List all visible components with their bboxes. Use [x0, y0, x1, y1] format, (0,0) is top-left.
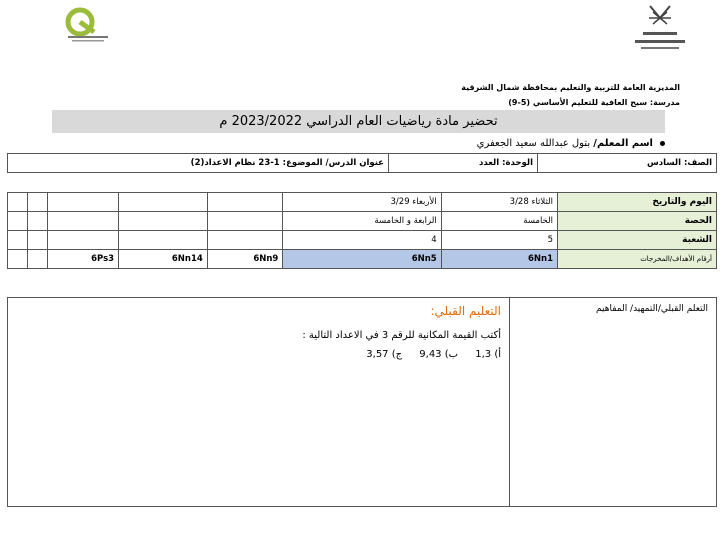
unit-cell: الوحدة: العدد — [389, 154, 538, 173]
objective-code: 6Nn1 — [441, 250, 557, 269]
section-label: الشعبة — [558, 231, 717, 250]
oman-ministry-emblem-icon — [625, 2, 695, 54]
day-cell — [28, 193, 48, 212]
objectives-row — [8, 250, 717, 269]
option-c: ج) 3,57 — [366, 349, 403, 360]
section-cell — [207, 231, 283, 250]
period-row — [8, 212, 717, 231]
period-label: الحصة — [558, 212, 717, 231]
objective-code: 6Nn5 — [283, 250, 441, 269]
section-row — [8, 231, 717, 250]
period-cell: الخامسة — [441, 212, 557, 231]
teacher-line — [477, 138, 653, 149]
day-cell — [207, 193, 283, 212]
lesson-info-table — [7, 153, 717, 173]
objective-code — [8, 250, 28, 269]
option-b: ب) 9,43 — [419, 349, 459, 360]
objective-code: 6Ps3 — [48, 250, 119, 269]
prior-content — [8, 298, 510, 507]
section-cell — [48, 231, 119, 250]
period-cell — [119, 212, 208, 231]
grade-cell: الصف: السادس — [538, 154, 717, 173]
period-cell — [28, 212, 48, 231]
day-cell: الثلاثاء 3/28 — [441, 193, 557, 212]
prior-title: التعليم القبلي: — [430, 304, 501, 318]
prior-question: أكتب القيمة المكانية للرقم 3 في الاعداد التالية : — [302, 330, 501, 341]
objective-code: 6Nn14 — [119, 250, 208, 269]
day-cell: الأربعاء 3/29 — [283, 193, 441, 212]
lesson-cell: عنوان الدرس/ الموضوع: 1-23 نظام الاعداد(2) — [8, 154, 389, 173]
teacher-name: بتول عبدالله سعيد الجعفري — [476, 138, 591, 149]
prior-options — [16, 349, 501, 360]
section-cell: 5 — [441, 231, 557, 250]
day-cell — [48, 193, 119, 212]
period-cell — [48, 212, 119, 231]
section-cell — [119, 231, 208, 250]
directorate-text: المديرية العامة للتربية والتعليم بمحافظة شمال الشرقية — [461, 83, 680, 92]
day-label: اليوم والتاريخ — [558, 193, 717, 212]
section-cell: 4 — [283, 231, 441, 250]
teacher-label: اسم المعلم/ — [593, 138, 653, 149]
option-a: أ) 1,3 — [475, 349, 501, 360]
day-cell — [8, 193, 28, 212]
prior-label: التعلم القبلي/التمهيد/ المفاهيم — [510, 298, 717, 507]
objective-code: 6Nn9 — [207, 250, 283, 269]
period-cell — [207, 212, 283, 231]
bullet-icon — [660, 141, 665, 146]
section-cell — [28, 231, 48, 250]
day-cell — [119, 193, 208, 212]
page-title: تحضير مادة رياضيات العام الدراسي 2023/2022 م — [52, 110, 665, 133]
objectives-label: أرقام الأهداف/المخرجات — [558, 250, 717, 269]
prior-learning-table — [7, 297, 717, 507]
objective-code — [28, 250, 48, 269]
schedule-table — [7, 192, 717, 269]
section-cell — [8, 231, 28, 250]
quality-management-logo-icon — [60, 6, 115, 46]
day-row — [8, 193, 717, 212]
period-cell — [8, 212, 28, 231]
school-text: مدرسة: سيح العافية للتعليم الأساسي (5-9) — [508, 98, 680, 107]
period-cell: الرابعة و الخامسة — [283, 212, 441, 231]
